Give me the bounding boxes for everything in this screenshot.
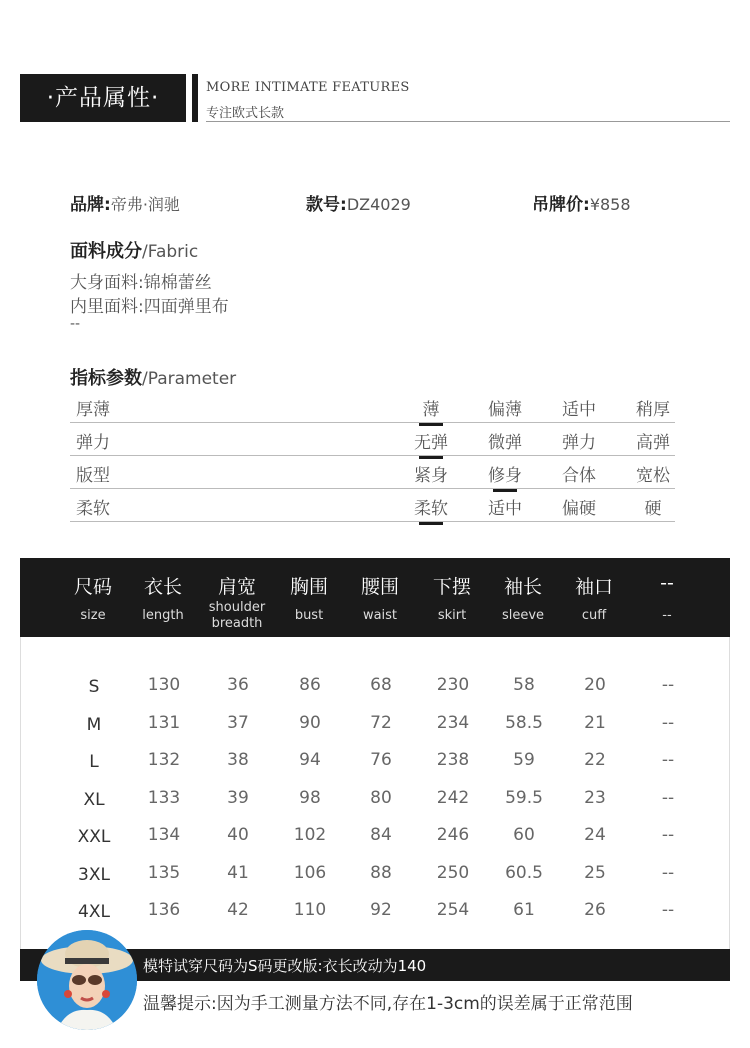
measurement-cell: 61 <box>513 900 535 920</box>
measurement-cell: 106 <box>293 862 327 883</box>
parameter-option: 合体 <box>562 466 596 486</box>
size-cell: XXL <box>77 827 111 847</box>
price-value: ¥858 <box>589 195 631 214</box>
measurement-cell: 41 <box>227 862 249 883</box>
measurement-cell: 25 <box>584 862 606 883</box>
measurement-cell: 24 <box>584 825 606 845</box>
measurement-cell: 86 <box>299 675 321 695</box>
measurement-cell: 39 <box>227 787 249 808</box>
price-label: 吊牌价: <box>532 195 590 215</box>
header-underline <box>206 121 730 122</box>
parameter-option: 硬 <box>644 499 662 519</box>
table-row <box>21 780 731 817</box>
model-portrait-icon <box>37 930 137 1030</box>
measurement-cell: -- <box>661 675 675 695</box>
measurement-cell: 60 <box>513 825 535 845</box>
parameter-label: 厚薄 <box>76 400 110 420</box>
parameter-option: 适中 <box>488 499 522 519</box>
parameter-row <box>70 423 675 456</box>
measurement-cell: 84 <box>370 825 392 845</box>
fabric-title-cn: 面料成分 <box>70 241 142 262</box>
measurement-cell: 92 <box>370 900 392 920</box>
measurement-cell: -- <box>661 712 675 733</box>
parameter-option-selected: 薄 <box>406 395 456 420</box>
brand-label: 品牌: <box>70 195 111 215</box>
model-label: 款号: <box>306 195 347 215</box>
column-header-en: shoulder breadth <box>208 600 266 631</box>
section-header <box>20 74 730 122</box>
column-header-cn: 袖长 <box>503 576 542 598</box>
column-header-cn: 下摆 <box>432 576 471 598</box>
measurement-cell: 59 <box>513 750 535 770</box>
measurement-cell: 246 <box>436 825 470 845</box>
parameter-option: 微弹 <box>488 433 522 453</box>
fabric-title <box>70 237 198 263</box>
measurement-cell: 88 <box>370 862 392 883</box>
column-header-en: bust <box>294 608 324 623</box>
measurement-cell: 110 <box>293 900 327 920</box>
section-title: ·产品属性· <box>20 74 186 122</box>
table-row <box>21 817 731 854</box>
column-header-cn: 衣长 <box>143 576 182 598</box>
size-cell: L <box>89 752 99 772</box>
measurement-cell: 72 <box>370 712 392 733</box>
parameter-label: 弹力 <box>76 433 110 453</box>
measurement-cell: 80 <box>370 787 392 808</box>
parameter-option: 稍厚 <box>636 400 670 420</box>
measurement-cell: 40 <box>227 825 249 845</box>
column-header-cn: -- <box>660 572 674 594</box>
measurement-cell: 60.5 <box>505 862 543 883</box>
measurement-cell: 37 <box>227 712 249 733</box>
column-header-cn: 胸围 <box>289 576 328 598</box>
measurement-cell: 58.5 <box>505 712 543 733</box>
column-header-en: waist <box>362 608 398 623</box>
measurement-cell: 132 <box>147 750 181 770</box>
brand-info <box>70 190 180 215</box>
table-row <box>21 705 731 742</box>
brand-value: 帝弗·润驰 <box>110 195 180 214</box>
parameter-option-selected: 无弹 <box>406 428 456 453</box>
column-header-cn: 腰围 <box>360 576 399 598</box>
parameter-table <box>70 390 675 522</box>
parameter-option: 紧身 <box>414 466 448 486</box>
measurement-cell: 250 <box>436 862 470 883</box>
fabric-line-lining: 内里面料:四面弹里布 <box>70 297 229 317</box>
header-divider-bar <box>192 74 198 122</box>
measurement-cell: -- <box>661 750 675 770</box>
measurement-cell: 102 <box>293 825 327 845</box>
parameter-option-selected: 修身 <box>480 461 530 486</box>
measurement-cell: 59.5 <box>505 787 543 808</box>
measurement-cell: 133 <box>147 787 181 808</box>
column-header-en: cuff <box>581 608 607 623</box>
measurement-cell: 135 <box>147 862 181 883</box>
model-value: DZ4029 <box>346 195 411 214</box>
measurement-cell: -- <box>661 862 675 883</box>
measurement-cell: 20 <box>584 675 606 695</box>
parameter-row <box>70 390 675 423</box>
parameter-option: 宽松 <box>636 466 670 486</box>
measurement-cell: 90 <box>299 712 321 733</box>
parameter-option: 偏薄 <box>488 400 522 420</box>
parameter-label: 柔软 <box>76 499 110 519</box>
measurement-cell: -- <box>661 787 675 808</box>
measurement-cell: 242 <box>436 787 470 808</box>
size-table-header <box>20 558 730 637</box>
parameter-title-cn: 指标参数 <box>70 368 142 389</box>
measurement-cell: 68 <box>370 675 392 695</box>
table-row <box>21 667 731 704</box>
measurement-cell: 21 <box>584 712 606 733</box>
model-info <box>306 190 411 215</box>
measurement-cell: -- <box>661 825 675 845</box>
price-info <box>532 190 631 215</box>
parameter-option-selected: 柔软 <box>406 494 456 519</box>
parameter-title <box>70 364 236 390</box>
measurement-tip: 温馨提示:因为手工测量方法不同,存在1-3cm的误差属于正常范围 <box>143 994 633 1014</box>
column-header-en: size <box>80 608 106 623</box>
parameter-option: 高弹 <box>636 433 670 453</box>
column-header-cn: 袖口 <box>574 576 613 598</box>
measurement-cell: 134 <box>147 825 181 845</box>
size-cell: XL <box>83 789 105 810</box>
size-cell: 3XL <box>78 864 110 885</box>
measurement-cell: 238 <box>436 750 470 770</box>
column-header-cn: 肩宽 <box>217 576 256 598</box>
size-cell: M <box>86 714 102 735</box>
column-header-cn: 尺码 <box>73 576 112 598</box>
size-cell: S <box>88 677 100 697</box>
column-header-en: length <box>142 608 184 623</box>
measurement-cell: -- <box>661 900 675 920</box>
model-note-text: 模特试穿尺码为S码更改版:衣长改动为140 <box>143 957 427 975</box>
measurement-cell: 230 <box>436 675 470 695</box>
column-header-en: sleeve <box>501 608 545 623</box>
table-row <box>21 742 731 779</box>
size-cell: 4XL <box>78 902 110 922</box>
parameter-row <box>70 489 675 522</box>
measurement-cell: 98 <box>299 787 321 808</box>
measurement-cell: 94 <box>299 750 321 770</box>
size-table-body <box>20 637 730 949</box>
measurement-cell: 58 <box>513 675 535 695</box>
measurement-cell: 22 <box>584 750 606 770</box>
fabric-title-en: /Fabric <box>142 242 199 262</box>
measurement-cell: 131 <box>147 712 181 733</box>
parameter-option: 弹力 <box>562 433 596 453</box>
parameter-label: 版型 <box>76 466 110 486</box>
parameter-option: 偏硬 <box>562 499 596 519</box>
parameter-row <box>70 456 675 489</box>
product-info-row <box>70 190 710 214</box>
measurement-cell: 76 <box>370 750 392 770</box>
header-subtitle-cn: 专注欧式长款 <box>206 106 285 121</box>
parameter-option: 适中 <box>562 400 596 420</box>
column-header-en: skirt <box>437 608 467 623</box>
parameter-title-en: /Parameter <box>142 369 237 389</box>
measurement-cell: 42 <box>227 900 249 920</box>
measurement-cell: 254 <box>436 900 470 920</box>
measurement-cell: 136 <box>147 900 181 920</box>
measurement-cell: 38 <box>227 750 249 770</box>
measurement-cell: 23 <box>584 787 606 808</box>
fabric-line-other: -- <box>70 316 81 332</box>
column-header-en: -- <box>662 608 672 623</box>
table-row <box>21 892 731 929</box>
header-subtitle-en: MORE INTIMATE FEATURES <box>206 80 410 95</box>
measurement-cell: 130 <box>147 675 181 695</box>
measurement-cell: 26 <box>584 900 606 920</box>
measurement-cell: 36 <box>227 675 249 695</box>
measurement-cell: 234 <box>436 712 470 733</box>
fabric-line-body: 大身面料:锦棉蕾丝 <box>70 273 212 293</box>
table-row <box>21 855 731 892</box>
